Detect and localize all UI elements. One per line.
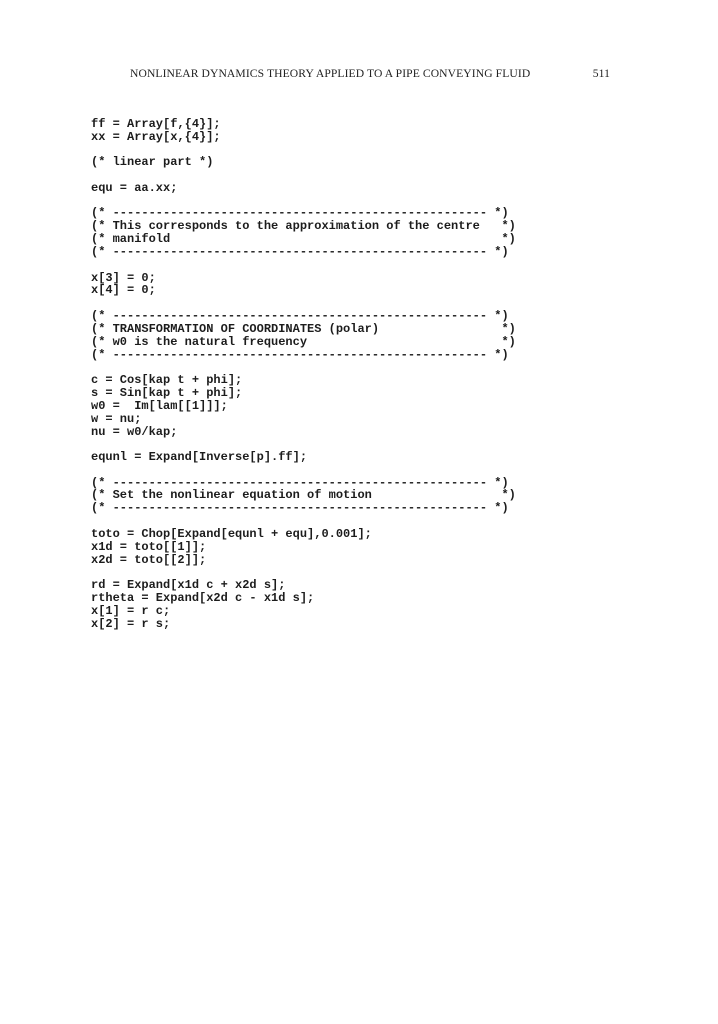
code-block: [91, 374, 611, 438]
code-block: [91, 118, 611, 144]
code-line: c = Cos[kap t + phi];: [91, 373, 243, 388]
code-block: [91, 477, 611, 516]
code-line: rtheta = Expand[x2d c - x1d s];: [91, 590, 315, 605]
code-line: w0 = Im[lam[[1]]];: [91, 398, 228, 413]
code-line: (* ---------------------------------------------------- *): [91, 308, 509, 323]
code-block: [91, 272, 611, 298]
code-line: (* ---------------------------------------------------- *): [91, 245, 509, 260]
code-block: [91, 207, 611, 259]
running-head-title: NONLINEAR DYNAMICS THEORY APPLIED TO A PIPE CONVEYING FLUID: [130, 67, 531, 80]
code-line: x[4] = 0;: [91, 283, 156, 298]
running-head: [130, 67, 610, 80]
code-line: ff = Array[f,{4}];: [91, 117, 221, 131]
block-gap: [91, 259, 611, 272]
code-line: rd = Expand[x1d c + x2d s];: [91, 578, 286, 593]
block-gap: [91, 169, 611, 182]
code-line: x1d = toto[[1]];: [91, 539, 207, 554]
code-block: [91, 310, 611, 362]
block-gap: [91, 464, 611, 477]
code-line: (* This corresponds to the approximation of the centre *): [91, 219, 516, 234]
code-block: [91, 156, 611, 169]
code-line: equnl = Expand[Inverse[p].ff];: [91, 450, 308, 465]
code-line: x[1] = r c;: [91, 603, 171, 618]
code-line: xx = Array[x,{4}];: [91, 129, 221, 144]
code-listing: [91, 118, 611, 631]
code-block: [91, 182, 611, 195]
block-gap: [91, 297, 611, 310]
code-line: (* w0 is the natural frequency *): [91, 334, 516, 349]
code-line: (* Set the nonlinear equation of motion *): [91, 488, 516, 503]
code-line: (* manifold *): [91, 232, 516, 247]
code-line: (* linear part *): [91, 155, 214, 170]
code-block: [91, 528, 611, 567]
code-line: x2d = toto[[2]];: [91, 552, 207, 567]
code-block: [91, 451, 611, 464]
code-line: equ = aa.xx;: [91, 180, 178, 195]
code-line: (* ---------------------------------------------------- *): [91, 501, 509, 516]
code-line: (* ---------------------------------------------------- *): [91, 347, 509, 362]
code-line: x[2] = r s;: [91, 616, 171, 631]
code-line: x[3] = 0;: [91, 270, 156, 285]
code-block: [91, 579, 611, 631]
code-line: (* ---------------------------------------------------- *): [91, 206, 509, 221]
code-line: s = Sin[kap t + phi];: [91, 385, 243, 400]
page-number: 511: [592, 67, 610, 80]
code-line: nu = w0/kap;: [91, 424, 178, 439]
code-line: w = nu;: [91, 411, 142, 426]
code-line: (* ---------------------------------------------------- *): [91, 475, 509, 490]
code-line: toto = Chop[Expand[equnl + equ],0.001];: [91, 526, 372, 541]
block-gap: [91, 515, 611, 528]
code-line: (* TRANSFORMATION OF COORDINATES (polar) *): [91, 321, 516, 336]
